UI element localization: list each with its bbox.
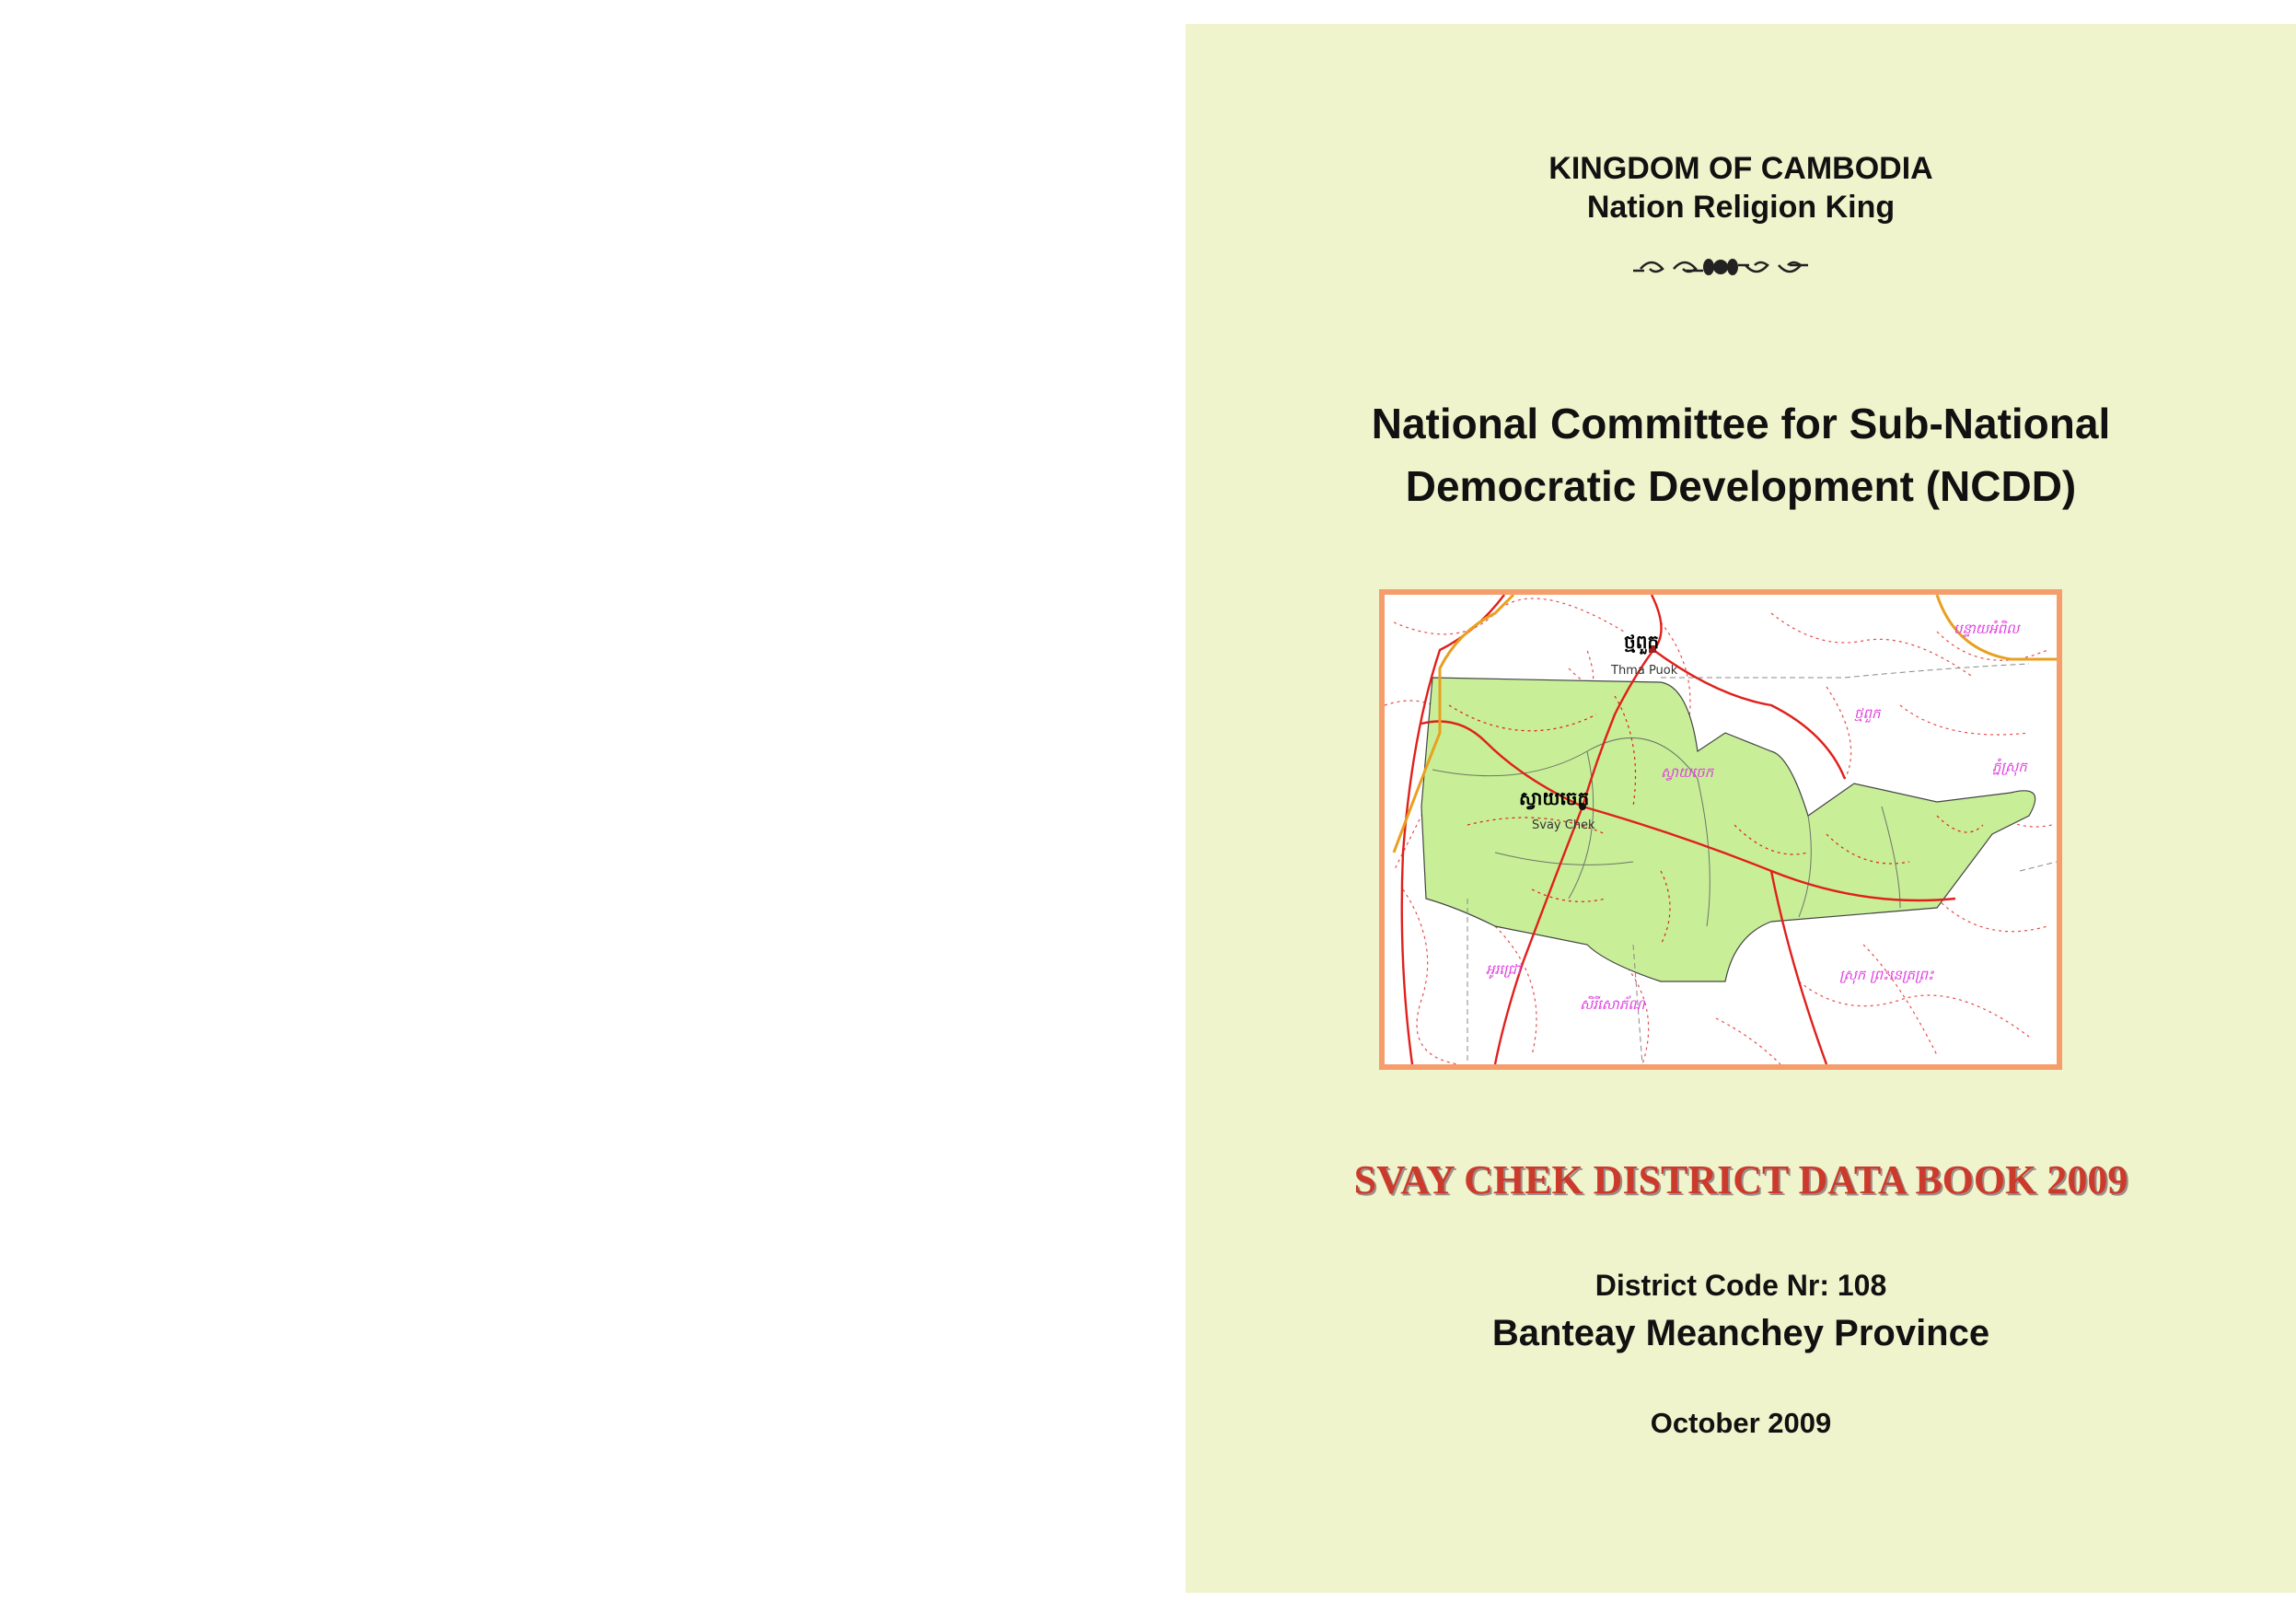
map-label-neighbor-1: បន្ទាយអំពិល [1954, 621, 2020, 637]
map-label-neighbor-4: ភ្នំស្រុក [1992, 759, 2027, 775]
country-name: KINGDOM OF CAMBODIA [1548, 151, 1933, 186]
cover-page [1186, 24, 2296, 1593]
province-name: Banteay Meanchey Province [1491, 1313, 1990, 1353]
national-motto: Nation Religion King [1586, 190, 1896, 225]
publication-date: October 2009 [1650, 1407, 1832, 1439]
map-label-neighbor-6: ស្រុក ព្រះនេត្រព្រះ [1839, 967, 1934, 983]
decorative-divider-ornament-icon [1633, 250, 1808, 284]
map-label-neighbor-7: សិរីសោភ័ណ [1580, 996, 1645, 1013]
map-label-neighbor-3: ស្វាយចេក [1661, 764, 1714, 781]
map-label-thma-puok-km: ថ្មពួក [1624, 631, 1660, 653]
district-map-drawing [1385, 595, 2057, 1064]
map-label-svay-chek-en: Svay Chek [1532, 818, 1595, 832]
map-label-thma-puok-en: Thma Puok [1611, 664, 1678, 678]
district-map [1379, 589, 2062, 1070]
committee-line-2: Democratic Development (NCDD) [1405, 462, 2077, 510]
map-label-svay-chek-km: ស្វាយចេក [1519, 787, 1590, 809]
map-label-neighbor-5: អូរជ្រៅ [1486, 961, 1521, 978]
map-label-neighbor-2: ថ្មពួក [1854, 705, 1881, 722]
district-code: District Code Nr: 108 [1594, 1269, 1887, 1302]
book-title: SVAY CHEK DISTRICT DATA BOOK 2009 [1353, 1157, 2128, 1202]
committee-name [1186, 392, 2296, 517]
committee-line-1: National Committee for Sub-National [1371, 400, 2111, 447]
